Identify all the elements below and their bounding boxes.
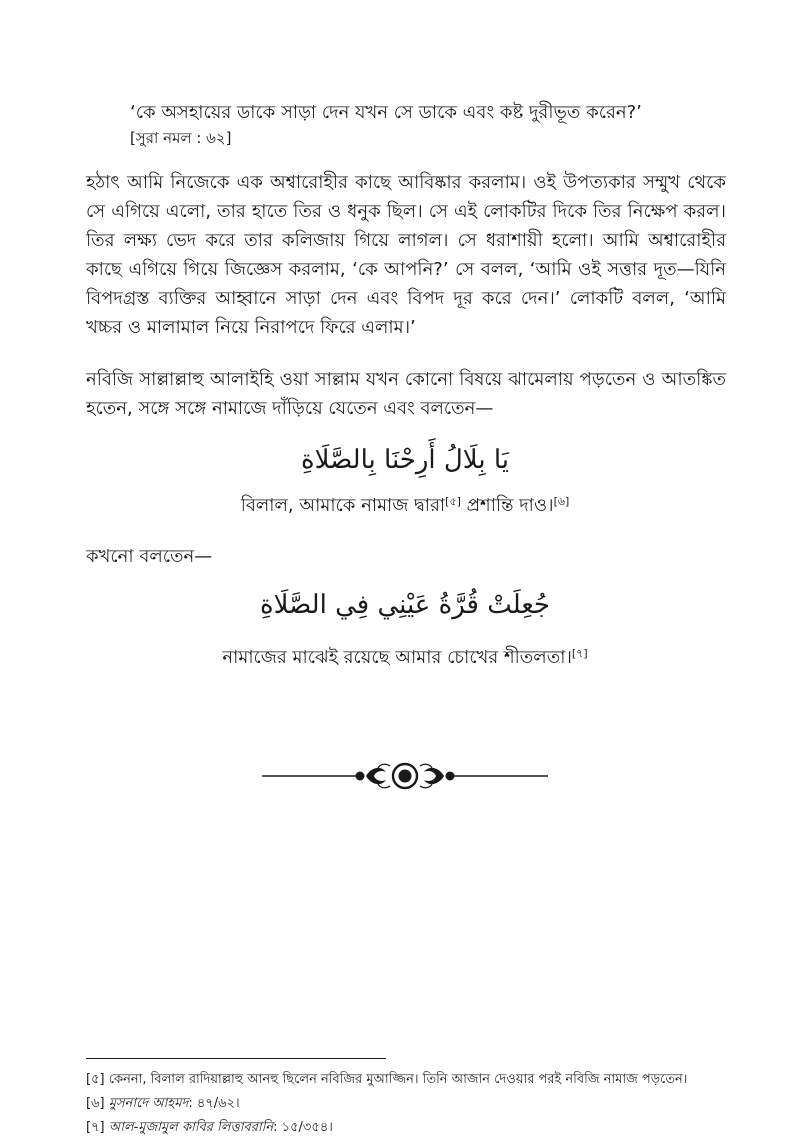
section-divider-ornament: [262, 758, 548, 794]
footnote-7-source: আল-মুজামুল কাবির লিত্তাবরানি: [108, 1120, 274, 1135]
quran-reference: [সুরা নমল : ৬২]: [130, 129, 232, 147]
footnote-5: [86, 1068, 746, 1092]
footnote-7: [86, 1116, 746, 1140]
footnote-7-mark: [৭]: [86, 1120, 105, 1135]
hadith-translation-1-text: বিলাল, আমাকে নামাজ দ্বারা: [240, 495, 446, 516]
footnote-separator: [86, 1058, 386, 1059]
kokhono-line: কখনো বলতেন—: [86, 546, 213, 567]
hadith-translation-2: [0, 644, 810, 672]
footnote-marker-6[interactable]: [৬]: [553, 495, 570, 508]
hadith-translation-1: [0, 492, 810, 520]
hadith-arabic-2: جُعِلَتْ قُرَّةُ عَيْنِي فِي الصَّلَاةِ: [259, 590, 550, 620]
prophet-practice-paragraph: নবিজি সাল্লাল্লাহু আলাইহি ওয়া সাল্লাম যখন কোনো বিষয়ে ঝামেলায় পড়তেন ও আতঙ্কিত হতেন, সঙ্গে সঙ্গে নামাজে দাঁড়িয়ে যেতেন এবং বলতেন—: [86, 369, 726, 419]
footnote-6-mark: [৬]: [86, 1096, 105, 1111]
footnote-7-ref: : ১৫/৩৫৪।: [273, 1120, 333, 1135]
footnote-6-source: মুসনাদে আহমদ: [108, 1096, 189, 1111]
footnote-6: [86, 1092, 746, 1116]
hadith-arabic-1: يَا بِلَالُ أَرِحْنَا بِالصَّلَاةِ: [301, 445, 509, 475]
hadith-translation-1-rest: প্রশান্তি দাও।: [460, 495, 554, 516]
footnote-5-mark: [৫]: [86, 1072, 105, 1087]
footnote-marker-7[interactable]: [৭]: [571, 647, 588, 660]
footnote-6-ref: : ৪৭/৬২।: [188, 1096, 240, 1111]
quran-quote: ‘কে অসহায়ের ডাকে সাড়া দেন যখন সে ডাকে এবং কষ্ট দুরীভূত করেন?’: [130, 102, 642, 123]
footnotes: [86, 1068, 746, 1140]
footnote-5-text: কেননা, বিলাল রাদিয়াল্লাহু আনহু ছিলেন নবিজির মুআজ্জিন। তিনি আজান দেওয়ার পরই নবিজি নামাজ পড়তেন।: [108, 1072, 688, 1087]
hadith-translation-2-text: নামাজের মাঝেই রয়েছে আমার চোখের শীতলতা।: [222, 647, 572, 668]
story-paragraph: হঠাৎ আমি নিজেকে এক অশ্বারোহীর কাছে আবিষ্কার করলাম। ওই উপত্যকার সম্মুখ থেকে সে এগিয়ে এলো, তার হাতে তির ও ধনুক ছিল। সে এই লোকটির দিকে তির নিক্ষেপ করল। তির লক্ষ্য ভেদ করে তার কলিজায় গিয়ে লাগল। সে ধরাশায়ী হলো। আমি অশ্বারোহীর কাছে এগিয়ে গিয়ে জিজ্ঞেস করলাম, ‘কে আপনি?’ সে বলল, ‘আমি ওই সত্তার দূত—যিনি বিপদগ্রস্ত ব্যক্তির আহ্বানে সাড়া দেন এবং বিপদ দূর করে দেন।’ লোকটি বলল, ‘আমি খচ্চর ও মালামাল নিয়ে নিরাপদে ফিরে এলাম।’: [86, 172, 726, 338]
footnote-marker-5[interactable]: [৫]: [445, 495, 461, 508]
